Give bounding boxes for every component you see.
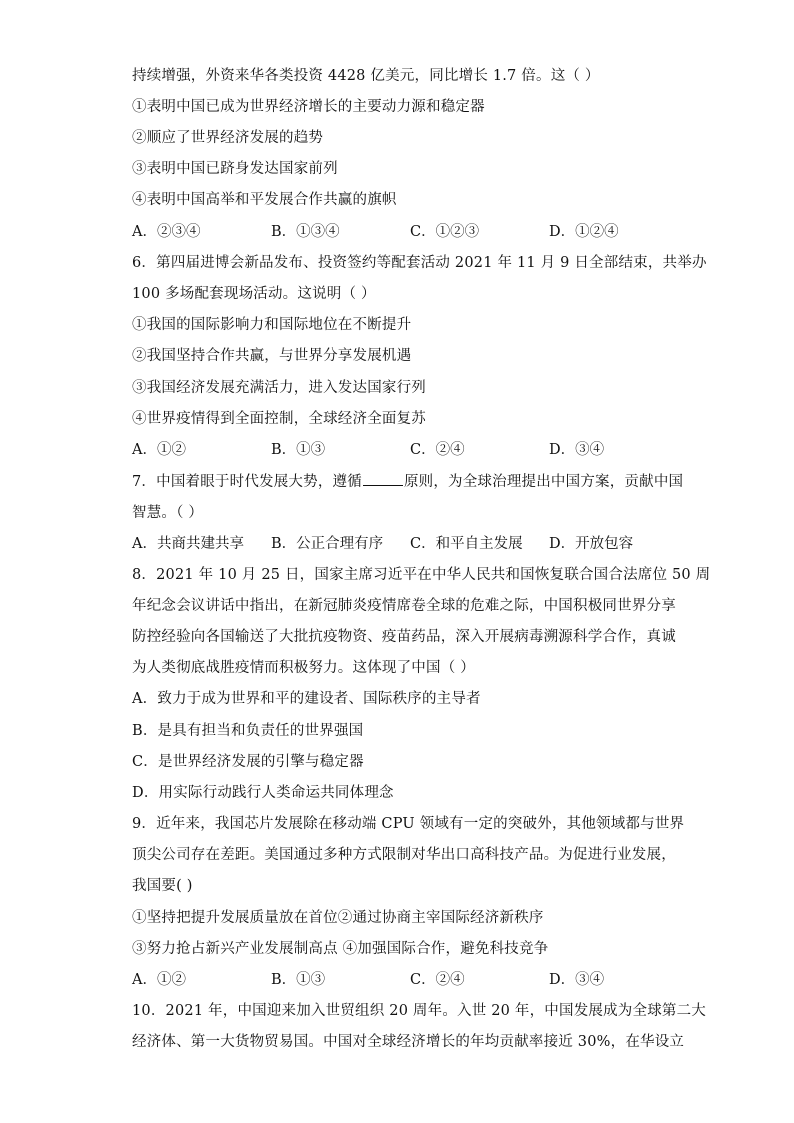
- q8-option-b[interactable]: B．是具有担当和负责任的世界强国: [132, 723, 364, 739]
- q5-statement-4: ④表明中国高举和平发展合作共赢的旗帜: [132, 192, 397, 208]
- q8-option-a[interactable]: A．致力于成为世界和平的建设者、国际秩序的主导者: [132, 691, 481, 707]
- q5-stem-line: 持续增强，外资来华各类投资 4428 亿美元，同比增长 1.7 倍。这（ ）: [132, 68, 600, 84]
- q9-option-c[interactable]: C．②④: [410, 972, 465, 988]
- q7-stem-line-1: [132, 471, 683, 492]
- q7-option-d[interactable]: D．开放包容: [549, 536, 634, 552]
- q8-stem-line-2: 年纪念会议讲话中指出，在新冠肺炎疫情席卷全球的危难之际，中国积极同世界分享: [132, 598, 676, 614]
- q6-statement-2: ②我国坚持合作共赢，与世界分享发展机遇: [132, 348, 412, 364]
- q9-option-a[interactable]: A．①②: [132, 972, 186, 988]
- q7-option-b[interactable]: B．公正合理有序: [271, 536, 384, 552]
- q5-statement-2: ②顺应了世界经济发展的趋势: [132, 130, 324, 146]
- q9-stem-line-2: 顶尖公司存在差距。美国通过多种方式限制对华出口高科技产品。为促进行业发展，: [132, 847, 676, 863]
- q5-options: [132, 222, 652, 242]
- answer-blank: [363, 471, 403, 486]
- q6-option-d[interactable]: D．③④: [549, 442, 605, 458]
- q8-option-c[interactable]: C．是世界经济发展的引擎与稳定器: [132, 754, 364, 770]
- q7-option-a[interactable]: A．共商共建共享: [132, 536, 244, 552]
- q7-stem-part-1: 7．中国着眼于时代发展大势，遵循: [132, 474, 362, 490]
- q10-stem-line-1: 10．2021 年，中国迎来加入世贸组织 20 周年。入世 20 年，中国发展成为全球第二大: [132, 1003, 706, 1019]
- q5-statement-1: ①表明中国已成为世界经济增长的主要动力源和稳定器: [132, 99, 485, 115]
- q5-statement-3: ③表明中国已跻身发达国家前列: [132, 161, 338, 177]
- q9-option-b[interactable]: B．①③: [271, 972, 326, 988]
- q9-statements-3-4: ③努力抢占新兴产业发展制高点 ④加强国际合作，避免科技竞争: [132, 941, 549, 957]
- q9-stem-line-3: 我国要( ): [132, 878, 193, 894]
- q7-stem-part-2: 原则，为全球治理提出中国方案，贡献中国: [403, 474, 684, 490]
- q5-option-c[interactable]: C．①②③: [410, 224, 480, 240]
- q6-option-b[interactable]: B．①③: [271, 442, 326, 458]
- q9-statements-1-2: ①坚持把提升发展质量放在首位②通过协商主宰国际经济新秩序: [132, 910, 544, 926]
- q5-option-d[interactable]: D．①②④: [549, 224, 619, 240]
- q8-stem-line-3: 防控经验向各国输送了大批抗疫物资、疫苗药品，深入开展病毒溯源科学合作，真诚: [132, 629, 676, 645]
- q6-statement-1: ①我国的国际影响力和国际地位在不断提升: [132, 317, 412, 333]
- q5-option-b[interactable]: B．①③④: [271, 224, 340, 240]
- q7-option-c[interactable]: C．和平自主发展: [410, 536, 523, 552]
- q9-options: [132, 970, 652, 990]
- q9-option-d[interactable]: D．③④: [549, 972, 605, 988]
- q10-stem-line-2: 经济体、第一大货物贸易国。中国对全球经济增长的年均贡献率接近 30%，在华设立: [132, 1034, 685, 1050]
- q5-option-a[interactable]: A．②③④: [132, 224, 201, 240]
- q8-stem-line-4: 为人类彻底战胜疫情而积极努力。这体现了中国（ ）: [132, 660, 475, 676]
- q6-stem-line-2: 100 多场配套现场活动。这说明（ ）: [132, 286, 376, 302]
- q7-options: [132, 534, 652, 554]
- q6-options: [132, 440, 652, 460]
- q8-option-d[interactable]: D．用实际行动践行人类命运共同体理念: [132, 785, 394, 801]
- q6-option-c[interactable]: C．②④: [410, 442, 465, 458]
- q6-stem-line-1: 6．第四届进博会新品发布、投资签约等配套活动 2021 年 11 月 9 日全部结束，共举办: [132, 255, 707, 271]
- q9-stem-line-1: 9．近年来，我国芯片发展除在移动端 CPU 领域有一定的突破外，其他领域都与世界: [132, 816, 685, 832]
- q6-option-a[interactable]: A．①②: [132, 442, 186, 458]
- q8-stem-line-1: 8．2021 年 10 月 25 日，国家主席习近平在中华人民共和国恢复联合国合法席位 50 周: [132, 567, 711, 583]
- q7-stem-line-2: 智慧。（ ）: [132, 505, 204, 521]
- q6-statement-4: ④世界疫情得到全面控制，全球经济全面复苏: [132, 411, 426, 427]
- q6-statement-3: ③我国经济发展充满活力，进入发达国家行列: [132, 380, 426, 396]
